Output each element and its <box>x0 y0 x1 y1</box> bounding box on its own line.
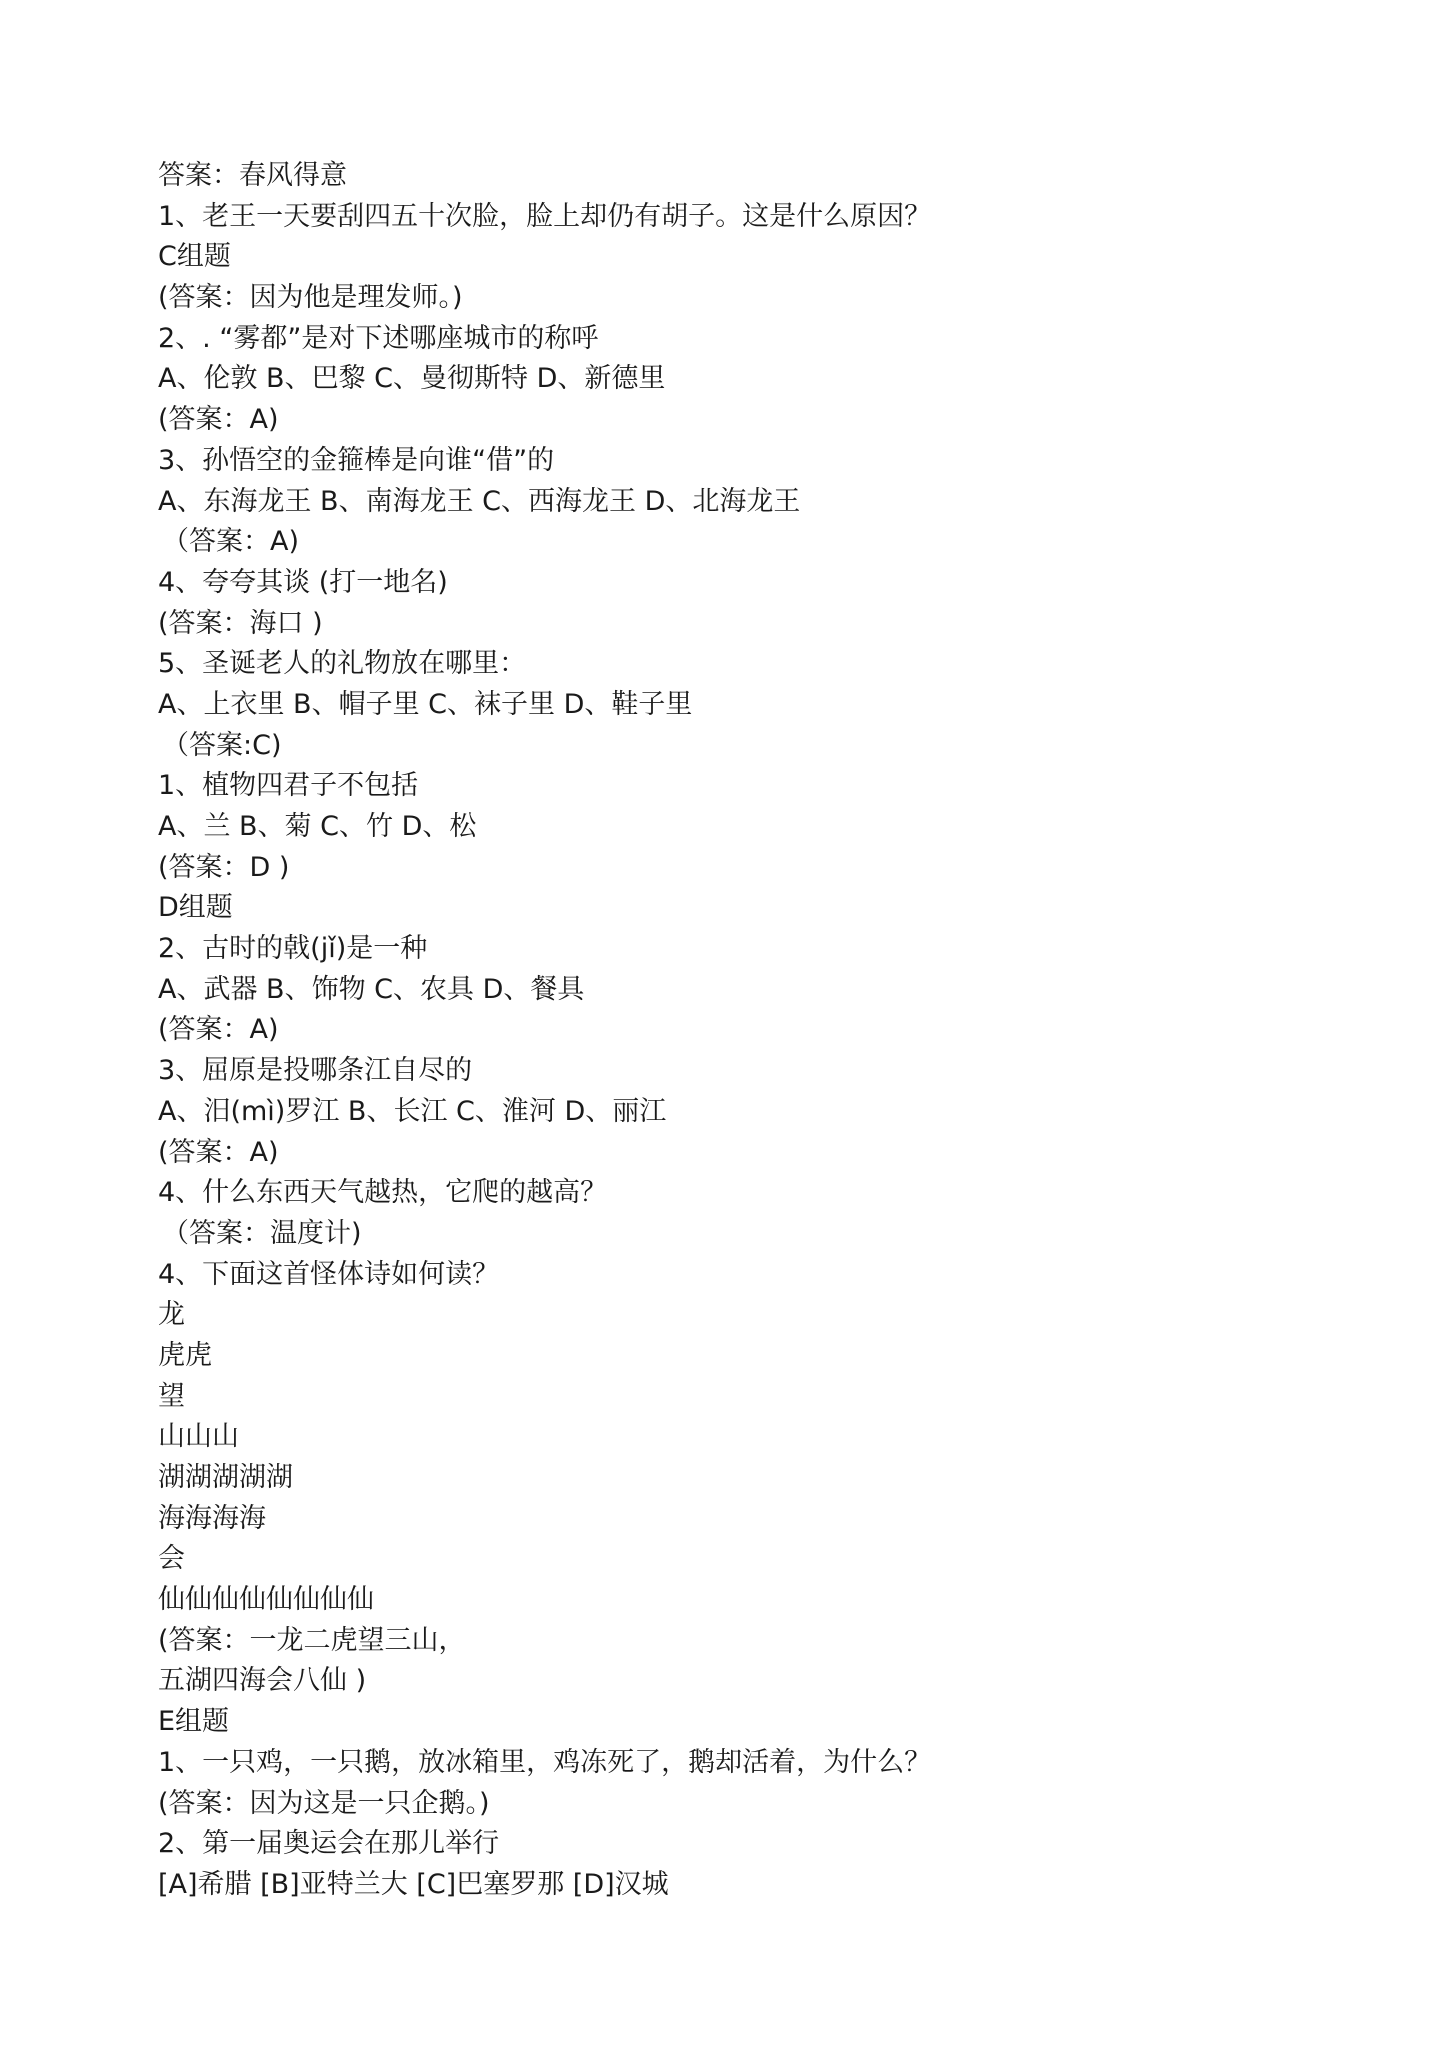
poem-line: 仙仙仙仙仙仙仙仙 <box>158 1584 374 1616</box>
answer-line: （答案:C) <box>162 729 282 761</box>
poem-line: 望 <box>158 1380 185 1412</box>
options-line: A、东海龙王 B、南海龙王 C、西海龙王 D、北海龙王 <box>158 485 801 517</box>
text-line: 答案：春风得意 <box>158 160 347 191</box>
question-line: 2、. “雾都”是对下述哪座城市的称呼 <box>158 322 599 354</box>
answer-line: 五湖四海会八仙 ) <box>158 1665 367 1697</box>
question-line: 2、第一届奥运会在那儿举行 <box>158 1828 500 1860</box>
question-line: 4、下面这首怪体诗如何读？ <box>158 1258 500 1290</box>
poem-line: 虎虎 <box>158 1339 212 1371</box>
options-line: [A]希腊 [B]亚特兰大 [C]巴塞罗那 [D]汉城 <box>158 1868 669 1900</box>
answer-line: （答案：A) <box>162 526 300 558</box>
answer-line: (答案：一龙二虎望三山， <box>158 1624 466 1656</box>
answer-line: (答案：海口 ) <box>158 607 323 639</box>
question-line: 4、夸夸其谈 (打一地名) <box>158 566 448 598</box>
question-line: 1、老王一天要刮四五十次脸，脸上却仍有胡子。这是什么原因？ <box>158 200 932 232</box>
answer-line: (答案：因为这是一只企鹅。) <box>158 1787 490 1819</box>
section-heading: D组题 <box>158 892 233 924</box>
options-line: A、汨(mì)罗江 B、长江 C、淮河 D、丽江 <box>158 1095 667 1127</box>
question-line: 5、圣诞老人的礼物放在哪里： <box>158 648 527 680</box>
answer-line: (答案：D ) <box>158 851 290 883</box>
answer-line: (答案：A) <box>158 404 279 436</box>
options-line: A、上衣里 B、帽子里 C、袜子里 D、鞋子里 <box>158 688 693 720</box>
question-line: 3、孙悟空的金箍棒是向谁“借”的 <box>158 444 555 476</box>
answer-line: (答案：A) <box>158 1136 279 1168</box>
poem-line: 龙 <box>158 1299 185 1331</box>
poem-line: 湖湖湖湖湖 <box>158 1462 293 1493</box>
poem-line: 会 <box>158 1543 185 1575</box>
question-line: 1、一只鸡，一只鹅，放冰箱里，鸡冻死了，鹅却活着，为什么？ <box>158 1746 932 1778</box>
options-line: A、兰 B、菊 C、竹 D、松 <box>158 811 477 842</box>
question-line: 2、古时的戟(jǐ)是一种 <box>158 933 428 965</box>
options-line: A、武器 B、饰物 C、农具 D、餐具 <box>158 973 585 1005</box>
answer-line: （答案：温度计) <box>162 1217 362 1249</box>
section-heading: C组题 <box>158 241 231 273</box>
section-heading: E组题 <box>158 1706 230 1738</box>
poem-line: 海海海海 <box>158 1502 266 1534</box>
poem-line: 山山山 <box>158 1421 239 1453</box>
question-line: 4、什么东西天气越热，它爬的越高？ <box>158 1177 608 1209</box>
options-line: A、伦敦 B、巴黎 C、曼彻斯特 D、新德里 <box>158 363 666 395</box>
answer-line: (答案：因为他是理发师。) <box>158 282 463 314</box>
answer-line: (答案：A) <box>158 1014 279 1046</box>
question-line: 3、屈原是投哪条江自尽的 <box>158 1055 473 1087</box>
document-body <box>158 156 1308 1906</box>
question-line: 1、植物四君子不包括 <box>158 770 419 802</box>
